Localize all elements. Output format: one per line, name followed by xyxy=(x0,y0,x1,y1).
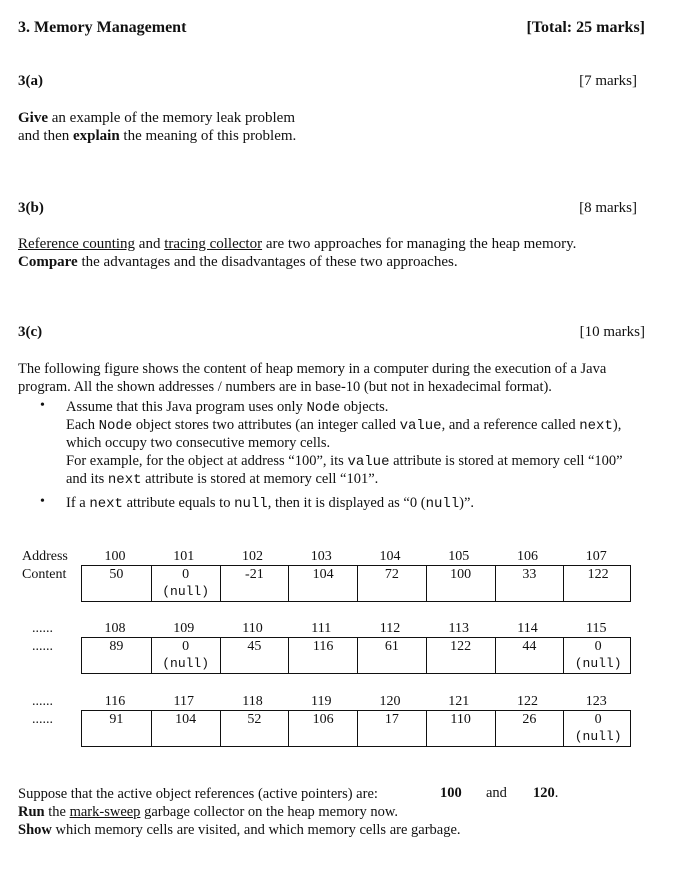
final-line3: Show which memory cells are visited, and which memory cells are garbage. xyxy=(18,822,461,838)
memory-address: 118 xyxy=(242,694,263,709)
memory-cell-value: 100 xyxy=(450,567,472,582)
memory-cell xyxy=(288,566,357,601)
q3b-line2: Compare the advantages and the disadvantages of these two approaches. xyxy=(18,254,458,270)
memory-address: 106 xyxy=(517,549,538,564)
memory-cell-value: 33 xyxy=(522,567,537,582)
memory-cell-value: 0 xyxy=(594,639,602,654)
memory-address: 101 xyxy=(173,549,195,564)
memory-cell xyxy=(563,566,632,601)
q3b-line1: Reference counting and tracing collector are two approaches for managing the heap memory. xyxy=(18,236,577,252)
memory-address: 110 xyxy=(242,621,263,636)
memory-cell-value: 122 xyxy=(450,639,472,654)
memory-cell xyxy=(495,638,564,673)
memory-row xyxy=(81,548,631,602)
q3a-line1: Give an example of the memory leak problem xyxy=(18,110,295,126)
memory-cell xyxy=(357,711,426,746)
final-line2: Run the mark-sweep garbage collector on the heap memory now. xyxy=(18,804,398,820)
memory-address: 105 xyxy=(448,549,470,564)
active-pointer-2: 120 xyxy=(533,785,555,801)
memory-cell-value: 45 xyxy=(247,639,262,654)
memory-cell-value: 91 xyxy=(109,712,124,727)
address-label: Address xyxy=(22,549,68,564)
memory-cell-value: 0 xyxy=(182,567,190,582)
final-line1: Suppose that the active object references (active pointers) are: xyxy=(18,786,378,802)
memory-cell xyxy=(151,638,220,673)
memory-cell xyxy=(220,711,289,746)
memory-cell-value: 52 xyxy=(247,712,262,727)
memory-address: 103 xyxy=(310,549,332,564)
q3a-label: 3(a) xyxy=(18,73,43,89)
memory-cell xyxy=(82,711,151,746)
q3c-intro2: program. All the shown addresses / numbers are in base-10 (but not in hexadecimal format). xyxy=(18,379,552,395)
memory-cell xyxy=(82,566,151,601)
memory-cell-null: (null) xyxy=(162,656,210,671)
active-pointer-2-wrap: 120. xyxy=(533,785,559,801)
memory-address: 115 xyxy=(586,621,607,636)
memory-cell-value: 0 xyxy=(594,712,602,727)
q3c-bullet1-line2: Each Node object stores two attributes (an integer called value, and a reference called next), xyxy=(66,417,622,434)
q3c-bullet1-line4: For example, for the object at address “100”, its value attribute is stored at memory cell “100” xyxy=(66,453,623,470)
memory-cell xyxy=(82,638,151,673)
memory-cell xyxy=(151,566,220,601)
memory-address: 109 xyxy=(173,621,195,636)
memory-cell-value: 110 xyxy=(450,712,471,727)
memory-cell xyxy=(563,638,632,673)
memory-cell xyxy=(151,711,220,746)
memory-cell xyxy=(357,566,426,601)
row-dots: ...... xyxy=(32,694,53,709)
memory-address: 108 xyxy=(104,621,126,636)
memory-address: 113 xyxy=(448,621,469,636)
memory-cells xyxy=(81,565,631,602)
memory-cell-null: (null) xyxy=(574,729,622,744)
memory-cell xyxy=(220,638,289,673)
memory-row xyxy=(81,620,631,674)
memory-address: 117 xyxy=(173,694,194,709)
memory-cell-value: 104 xyxy=(175,712,197,727)
memory-cell-value: 26 xyxy=(522,712,537,727)
memory-address: 107 xyxy=(585,549,607,564)
memory-cell-value: 116 xyxy=(312,639,334,654)
memory-cell-value: 61 xyxy=(384,639,399,654)
and-text: and xyxy=(486,785,507,801)
q3c-bullet1-line1: Assume that this Java program uses only Node objects. xyxy=(66,399,389,416)
memory-row xyxy=(81,693,631,747)
memory-cell-value: 44 xyxy=(522,639,537,654)
memory-address: 121 xyxy=(448,694,470,709)
memory-cell-value: 106 xyxy=(312,712,334,727)
memory-cell-value: 50 xyxy=(109,567,124,582)
memory-cell xyxy=(426,638,495,673)
active-pointer-1: 100 xyxy=(440,785,462,801)
memory-cell-value: 104 xyxy=(312,567,334,582)
memory-cells xyxy=(81,710,631,747)
memory-cell xyxy=(220,566,289,601)
memory-address: 111 xyxy=(311,621,332,636)
bullet-icon: • xyxy=(40,398,45,413)
memory-address: 119 xyxy=(311,694,332,709)
memory-address: 123 xyxy=(585,694,607,709)
memory-address: 102 xyxy=(242,549,263,564)
row-dots: ...... xyxy=(32,712,53,727)
content-label: Content xyxy=(22,567,67,582)
section-title: 3. Memory Management xyxy=(18,19,187,36)
memory-address: 112 xyxy=(379,621,401,636)
q3b-label: 3(b) xyxy=(18,200,44,216)
q3a-marks: [7 marks] xyxy=(579,73,637,89)
q3c-bullet1-line3: which occupy two consecutive memory cells. xyxy=(66,435,331,451)
memory-address: 116 xyxy=(104,694,126,709)
q3b-marks: [8 marks] xyxy=(579,200,637,216)
q3a-line2: and then explain the meaning of this problem. xyxy=(18,128,297,144)
row-dots: ...... xyxy=(32,639,53,654)
q3c-marks: [10 marks] xyxy=(579,324,645,340)
memory-cells xyxy=(81,637,631,674)
memory-address: 100 xyxy=(104,549,126,564)
memory-cell xyxy=(426,566,495,601)
memory-cell-value: -21 xyxy=(245,567,264,582)
memory-cell xyxy=(357,638,426,673)
memory-cell-value: 17 xyxy=(384,712,399,727)
row-dots: ...... xyxy=(32,621,53,636)
memory-address: 122 xyxy=(517,694,538,709)
memory-cell-value: 72 xyxy=(384,567,399,582)
bullet-icon: • xyxy=(40,494,45,509)
memory-address: 104 xyxy=(379,549,401,564)
memory-cell-value: 89 xyxy=(109,639,124,654)
memory-cell xyxy=(495,566,564,601)
q3c-bullet1-line5: and its next attribute is stored at memory cell “101”. xyxy=(66,471,379,488)
q3c-label: 3(c) xyxy=(18,324,43,340)
memory-cell xyxy=(288,638,357,673)
memory-cell xyxy=(563,711,632,746)
section-total-marks: [Total: 25 marks] xyxy=(526,19,645,36)
memory-address: 120 xyxy=(379,694,401,709)
q3c-bullet2: If a next attribute equals to null, then it is displayed as “0 (null)”. xyxy=(66,495,475,512)
memory-cell-value: 0 xyxy=(182,639,190,654)
memory-address: 114 xyxy=(517,621,538,636)
memory-cell-value: 122 xyxy=(587,567,609,582)
memory-cell-null: (null) xyxy=(162,584,210,599)
memory-cell xyxy=(288,711,357,746)
memory-cell xyxy=(426,711,495,746)
q3c-intro1: The following figure shows the content of heap memory in a computer during the execution of a Java xyxy=(18,361,607,377)
memory-cell xyxy=(495,711,564,746)
memory-cell-null: (null) xyxy=(574,656,622,671)
